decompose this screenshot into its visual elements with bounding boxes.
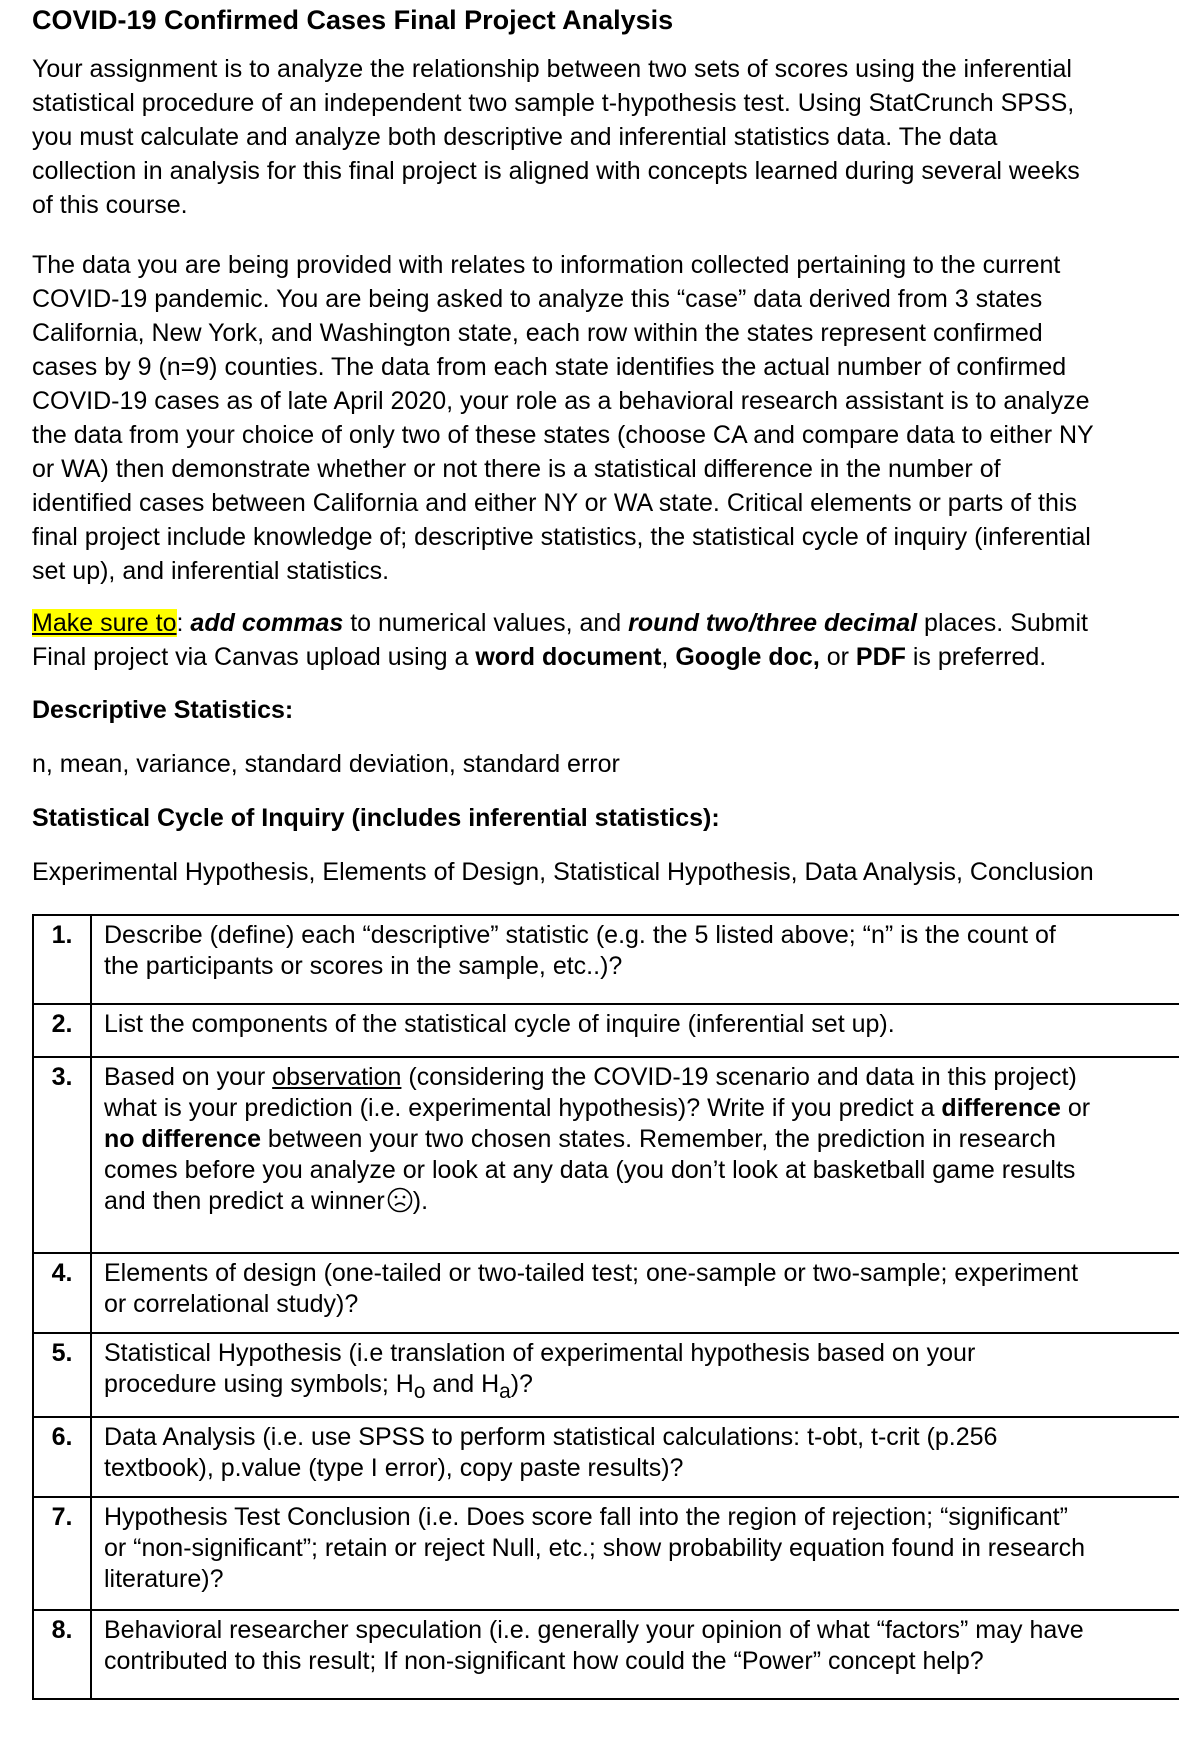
table-row <box>33 1497 1179 1610</box>
question-text-part: what is your prediction (i.e. experimental hypothesis)? Write if you predict a <box>104 1094 942 1122</box>
question-line: or correlational study)? <box>104 1290 359 1318</box>
table-row <box>33 915 1179 1004</box>
note-text: or <box>819 643 856 671</box>
question-text <box>91 1253 1179 1333</box>
intro-line: statistical procedure of an independent two sample t-hypothesis test. Using StatCrunch SPSS, <box>32 89 1075 117</box>
question-number: 3. <box>33 1057 91 1253</box>
question-line: List the components of the statistical cycle of inquire (inferential set up). <box>104 1010 895 1038</box>
data-line: the data from your choice of only two of these states (choose CA and compare data to either NY <box>32 421 1094 449</box>
question-text-part: or <box>1060 1094 1091 1122</box>
question-line <box>104 1093 1179 1124</box>
intro-paragraph <box>32 52 1179 222</box>
question-text-part: )? <box>510 1370 533 1398</box>
question-line: literature)? <box>104 1565 224 1593</box>
question-line <box>104 1369 1179 1407</box>
question-text-part: ). <box>412 1187 429 1215</box>
question-number: 2. <box>33 1004 91 1057</box>
underlined-word: observation <box>272 1063 402 1091</box>
intro-line: Your assignment is to analyze the relationship between two sets of scores using the inferential <box>32 55 1072 83</box>
question-line <box>104 1062 1179 1093</box>
intro-line: of this course. <box>32 191 188 219</box>
data-line: or WA) then demonstrate whether or not there is a statistical difference in the number of <box>32 455 1001 483</box>
question-text <box>91 1333 1179 1417</box>
question-line <box>104 1186 1179 1217</box>
highlighted-phrase: Make sure to <box>32 609 177 637</box>
question-text <box>91 1004 1179 1057</box>
question-line: Statistical Hypothesis (i.e translation of experimental hypothesis based on your <box>104 1339 976 1367</box>
question-number: 5. <box>33 1333 91 1417</box>
data-line: California, New York, and Washington state, each row within the states represent confirmed <box>32 319 1043 347</box>
descriptive-heading: Descriptive Statistics: <box>32 696 294 724</box>
table-row <box>33 1253 1179 1333</box>
data-line: The data you are being provided with relates to information collected pertaining to the current <box>32 251 1061 279</box>
intro-line: you must calculate and analyze both descriptive and inferential statistics data. The data <box>32 123 998 151</box>
note-bold: PDF <box>855 643 906 671</box>
table-row <box>33 1417 1179 1497</box>
cycle-heading: Statistical Cycle of Inquiry (includes inferential statistics): <box>32 804 720 832</box>
note-bold: word document <box>475 643 662 671</box>
question-line: the participants or scores in the sample, etc..)? <box>104 952 623 980</box>
question-line <box>104 1124 1179 1155</box>
question-line: Behavioral researcher speculation (i.e. generally your opinion of what “factors” may have <box>104 1616 1084 1644</box>
question-text <box>91 1610 1179 1699</box>
question-text-part: and H <box>425 1370 500 1398</box>
question-text-part: (considering the COVID-19 scenario and data in this project) <box>401 1063 1077 1091</box>
question-text-part: Based on your <box>104 1063 273 1091</box>
note-bold: Google doc, <box>675 643 820 671</box>
question-line: contributed to this result; If non-significant how could the “Power” concept help? <box>104 1647 984 1675</box>
question-text <box>91 1057 1179 1253</box>
question-line: or “non-significant”; retain or reject Null, etc.; show probability equation found in research <box>104 1534 1086 1562</box>
question-text <box>91 1497 1179 1610</box>
question-text-part: between your two chosen states. Remember, the prediction in research <box>260 1125 1056 1153</box>
note-text: places. Submit <box>917 609 1089 637</box>
data-line: COVID-19 pandemic. You are being asked to analyze this “case” data derived from 3 states <box>32 285 1043 313</box>
question-line: textbook), p.value (type I error), copy paste results)? <box>104 1454 684 1482</box>
bold-word: difference <box>941 1094 1061 1122</box>
question-number: 4. <box>33 1253 91 1333</box>
table-row <box>33 1057 1179 1253</box>
table-row <box>33 1004 1179 1057</box>
intro-line: collection in analysis for this final project is aligned with concepts learned during several weeks <box>32 157 1080 185</box>
cycle-list: Experimental Hypothesis, Elements of Design, Statistical Hypothesis, Data Analysis, Conclusion <box>32 858 1094 886</box>
question-number: 6. <box>33 1417 91 1497</box>
document-title: COVID-19 Confirmed Cases Final Project Analysis <box>32 5 674 35</box>
question-line: Describe (define) each “descriptive” statistic (e.g. the 5 listed above; “n” is the count of <box>104 921 1056 949</box>
alt-subscript: a <box>499 1380 511 1403</box>
question-line: Elements of design (one-tailed or two-tailed test; one-sample or two-sample; experiment <box>104 1259 1079 1287</box>
note-emphasis: round two/three decimal <box>628 609 918 637</box>
note-text: to numerical values, and <box>343 609 629 637</box>
descriptive-list: n, mean, variance, standard deviation, standard error <box>32 750 620 778</box>
data-line: final project include knowledge of; descriptive statistics, the statistical cycle of inquiry (inferential <box>32 523 1091 551</box>
question-number: 1. <box>33 915 91 1004</box>
question-text-part: and then predict a winner <box>104 1187 385 1215</box>
data-line: COVID-19 cases as of late April 2020, your role as a behavioral research assistant is to analyze <box>32 387 1090 415</box>
note-emphasis: add commas <box>190 609 344 637</box>
note-text: : <box>176 609 191 637</box>
question-number: 8. <box>33 1610 91 1699</box>
questions-table <box>32 914 1179 1700</box>
question-number: 7. <box>33 1497 91 1610</box>
question-line: comes before you analyze or look at any data (you don’t look at basketball game results <box>104 1156 1076 1184</box>
question-line: Hypothesis Test Conclusion (i.e. Does score fall into the region of rejection; “significant” <box>104 1503 1068 1531</box>
question-text <box>91 915 1179 1004</box>
question-line: Data Analysis (i.e. use SPSS to perform statistical calculations: t-obt, t-crit (p.256 <box>104 1423 998 1451</box>
sad-face-icon <box>387 1187 413 1213</box>
table-row <box>33 1333 1179 1417</box>
note-line-1 <box>32 606 1179 640</box>
note-text: is preferred. <box>905 643 1047 671</box>
table-row <box>33 1610 1179 1699</box>
data-line: identified cases between California and either NY or WA state. Critical elements or parts of this <box>32 489 1077 517</box>
data-line: cases by 9 (n=9) counties. The data from each state identifies the actual number of confirmed <box>32 353 1067 381</box>
data-line: set up), and inferential statistics. <box>32 557 390 585</box>
submission-note <box>32 606 1179 674</box>
note-line-2 <box>32 640 1179 674</box>
question-text <box>91 1417 1179 1497</box>
data-paragraph <box>32 248 1179 588</box>
question-text-part: procedure using symbols; H <box>104 1370 414 1398</box>
note-text: Final project via Canvas upload using a <box>32 643 476 671</box>
bold-word: no difference <box>104 1125 261 1153</box>
note-text: , <box>661 643 676 671</box>
null-subscript: o <box>413 1380 426 1403</box>
